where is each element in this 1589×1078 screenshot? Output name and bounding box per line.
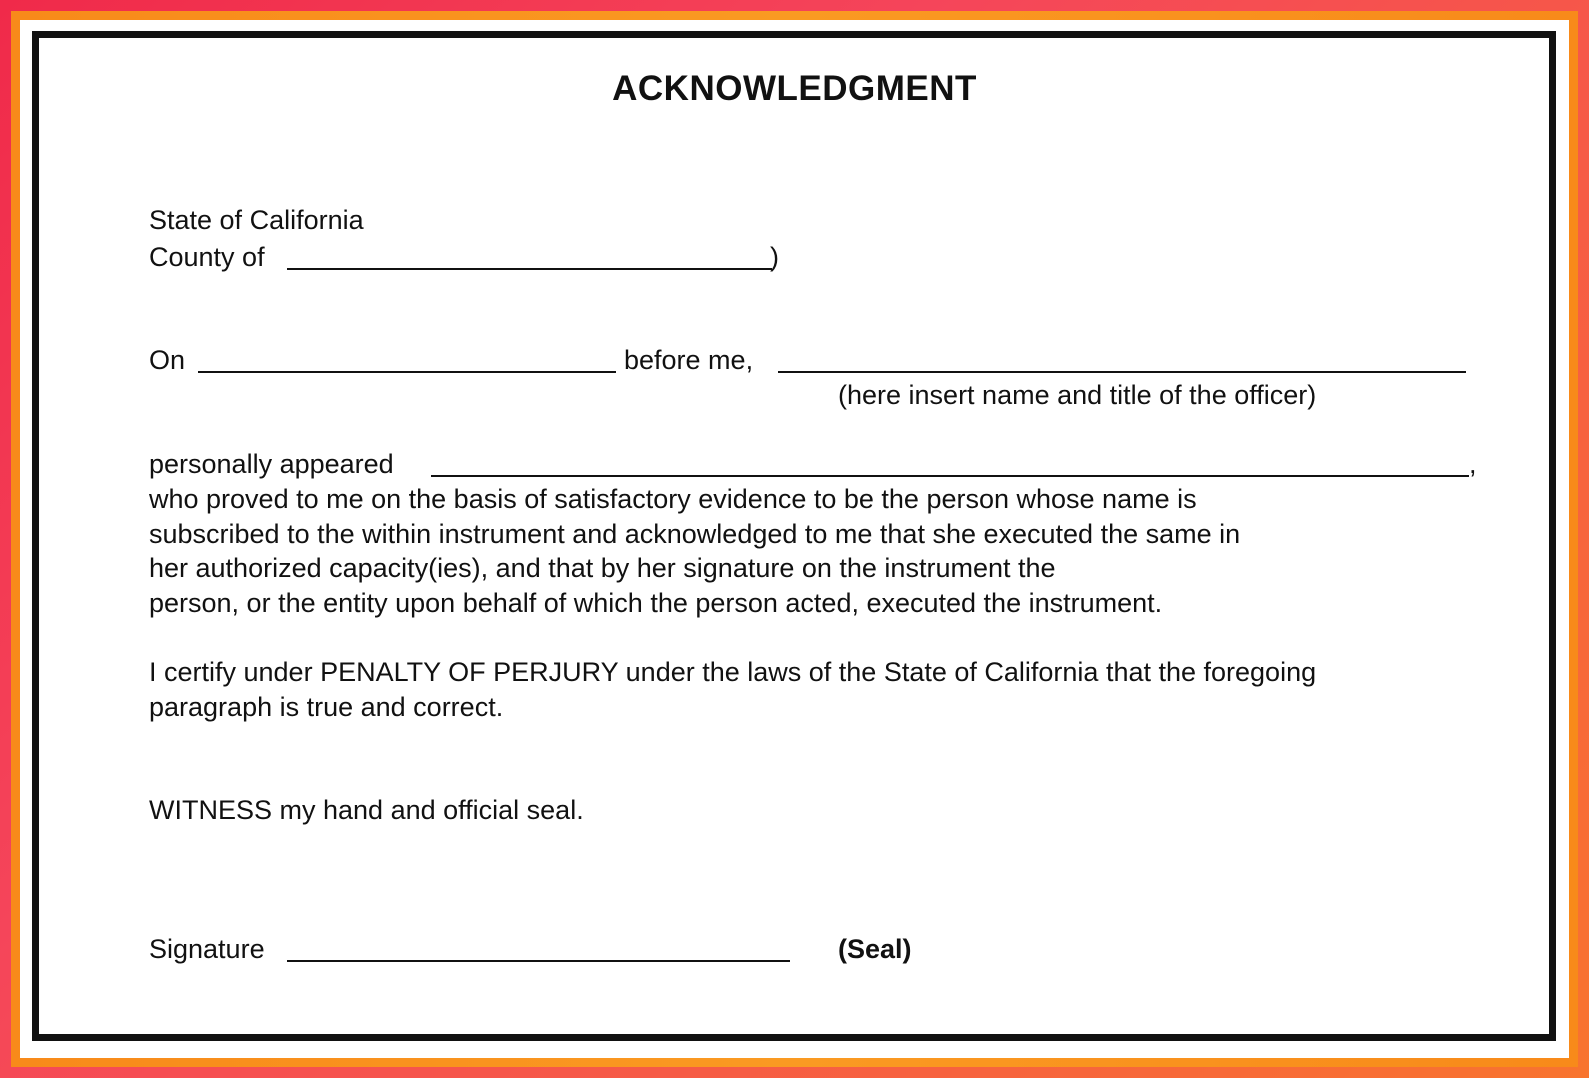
certify-line: paragraph is true and correct.: [149, 692, 504, 722]
appeared-comma: ,: [1469, 449, 1477, 479]
county-close-paren: ): [770, 242, 779, 272]
body-line: person, or the entity upon behalf of which the person acted, executed the instrument.: [149, 588, 1163, 618]
on-label: On: [149, 345, 186, 375]
appeared-blank[interactable]: [431, 475, 1469, 477]
document-title: ACKNOWLEDGMENT: [612, 69, 977, 108]
before-me-label: before me,: [624, 345, 754, 375]
signature-label: Signature: [149, 934, 265, 964]
officer-blank[interactable]: [778, 371, 1466, 373]
appeared-label: personally appeared: [149, 449, 394, 479]
state-line: State of California: [149, 205, 364, 235]
officer-hint: (here insert name and title of the officer): [838, 380, 1317, 410]
body-line: subscribed to the within instrument and acknowledged to me that she executed the same in: [149, 519, 1241, 549]
certify-line: I certify under PENALTY OF PERJURY under the laws of the State of California that the foregoing: [149, 657, 1317, 687]
signature-blank[interactable]: [287, 960, 790, 962]
date-blank[interactable]: [198, 371, 616, 373]
body-line: who proved to me on the basis of satisfactory evidence to be the person whose name is: [149, 484, 1197, 514]
county-label: County of: [149, 242, 265, 272]
body-line: her authorized capacity(ies), and that by her signature on the instrument the: [149, 553, 1056, 583]
county-blank[interactable]: [287, 268, 772, 270]
seal-label: (Seal): [838, 934, 912, 964]
witness-line: WITNESS my hand and official seal.: [149, 795, 584, 825]
